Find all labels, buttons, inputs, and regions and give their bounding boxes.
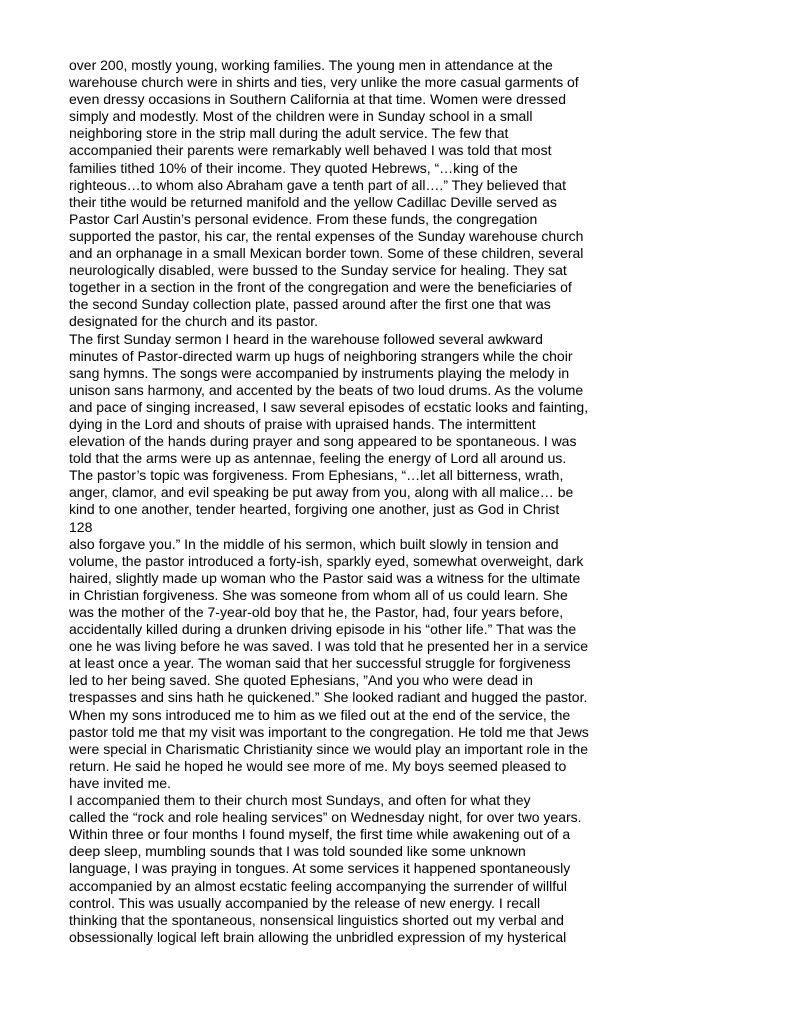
text-line: The pastor’s topic was forgiveness. From Ephesians, “…let all bitterness, wrath, xyxy=(69,467,564,484)
text-line: also forgave you.” In the middle of his sermon, which built slowly in tension and xyxy=(69,535,559,552)
text-line: called the “rock and role healing services” on Wednesday night, for over two years. xyxy=(69,809,582,826)
text-line: thinking that the spontaneous, nonsensical linguistics shorted out my verbal and xyxy=(69,911,564,928)
text-line xyxy=(69,946,649,963)
text-line: the second Sunday collection plate, passed around after the first one that was xyxy=(69,296,551,313)
text-line: kind to one another, tender hearted, forgiving one another, just as God in Christ xyxy=(69,501,560,518)
text-line: and pace of singing increased, I saw several episodes of ecstatic looks and fainting, xyxy=(69,398,589,415)
text-line: was the mother of the 7-year-old boy that he, the Pastor, had, four years before, xyxy=(69,604,564,620)
text-line: When my sons introduced me to him as we filed out at the end of the service, the xyxy=(69,706,571,723)
text-line: trespasses and sins hath he quickened.” She looked radiant and hugged the pastor. xyxy=(69,689,588,706)
text-line: warehouse church were in shirts and ties, very unlike the more casual garments of xyxy=(69,74,579,91)
page-number: 128 xyxy=(69,518,93,535)
text-line: neurologically disabled, were bussed to the Sunday service for healing. They sat xyxy=(69,262,567,279)
text-line: led to her being saved. She quoted Ephesians, ”And you who were dead in xyxy=(69,672,533,689)
text-line: righteous…to whom also Abraham gave a tenth part of all….” They believed that xyxy=(69,176,567,193)
text-line: obsessionally logical left brain allowing the unbridled expression of my hysterical xyxy=(69,928,567,945)
text-line: elevation of the hands during prayer and song appeared to be spontaneous. I was xyxy=(69,433,577,450)
text-line: anger, clamor, and evil speaking be put away from you, along with all malice… be xyxy=(69,484,574,501)
text-line: designated for the church and its pastor. xyxy=(69,313,319,330)
text-line: pastor told me that my visit was important to the congregation. He told me that Jews xyxy=(69,723,589,740)
text-line: even dressy occasions in Southern California at that time. Women were dressed xyxy=(69,91,566,108)
text-line: language, I was praying in tongues. At some services it happened spontaneously xyxy=(69,860,571,877)
text-line: accompanied their parents were remarkably well behaved I was told that most xyxy=(69,142,552,159)
text-line: neighboring store in the strip mall during the adult service. The few that xyxy=(69,125,509,142)
text-line: in Christian forgiveness. She was someone from whom all of us could learn. She xyxy=(69,586,568,603)
text-line: control. This was usually accompanied by the release of new energy. I recall xyxy=(69,894,541,911)
text-line: over 200, mostly young, working families. The young men in attendance at the xyxy=(69,57,553,73)
text-line: sang hymns. The songs were accompanied by instruments playing the melody in xyxy=(69,364,570,381)
text-line: haired, slightly made up woman who the Pastor said was a witness for the ultimate xyxy=(69,569,581,586)
document-body xyxy=(69,57,649,963)
text-line: dying in the Lord and shouts of praise with upraised hands. The intermittent xyxy=(69,415,536,432)
text-line: were special in Charismatic Christianity since we would play an important role in the xyxy=(69,740,589,757)
text-line: The first Sunday sermon I heard in the warehouse followed several awkward xyxy=(69,330,543,347)
text-line: simply and modestly. Most of the children were in Sunday school in a small xyxy=(69,108,533,125)
text-line: deep sleep, mumbling sounds that I was told sounded like some unknown xyxy=(69,843,526,860)
text-line: unison sans harmony, and accented by the beats of two loud drums. As the volume xyxy=(69,381,584,398)
text-line: families tithed 10% of their income. They quoted Hebrews, “…king of the xyxy=(69,159,518,176)
text-line: Pastor Carl Austin’s personal evidence. From these funds, the congregation xyxy=(69,210,538,227)
text-line: accompanied by an almost ecstatic feeling accompanying the surrender of willful xyxy=(69,877,568,894)
text-line: Within three or four months I found myself, the first time while awakening out of a xyxy=(69,826,571,843)
text-line: their tithe would be returned manifold and the yellow Cadillac Deville served as xyxy=(69,193,557,210)
text-line: told that the arms were up as antennae, feeling the energy of Lord all around us. xyxy=(69,450,567,467)
text-line: I accompanied them to their church most Sundays, and often for what they xyxy=(69,792,531,809)
text-line: and an orphanage in a small Mexican border town. Some of these children, several xyxy=(69,245,584,262)
text-line: at least once a year. The woman said that her successful struggle for forgiveness xyxy=(69,655,571,672)
text-line: return. He said he hoped he would see more of me. My boys seemed pleased to xyxy=(69,757,567,774)
text-line: minutes of Pastor-directed warm up hugs of neighboring strangers while the choir xyxy=(69,347,573,364)
text-line: together in a section in the front of the congregation and were the beneficiaries of xyxy=(69,279,572,296)
text-line: accidentally killed during a drunken driving episode in his “other life.” That was the xyxy=(69,621,577,638)
text-line: one he was living before he was saved. I was told that he presented her in a service xyxy=(69,638,589,655)
text-line: have invited me. xyxy=(69,774,171,791)
text-line: supported the pastor, his car, the rental expenses of the Sunday warehouse church xyxy=(69,227,584,244)
text-line: volume, the pastor introduced a forty-ish, sparkly eyed, somewhat overweight, dark xyxy=(69,552,584,569)
